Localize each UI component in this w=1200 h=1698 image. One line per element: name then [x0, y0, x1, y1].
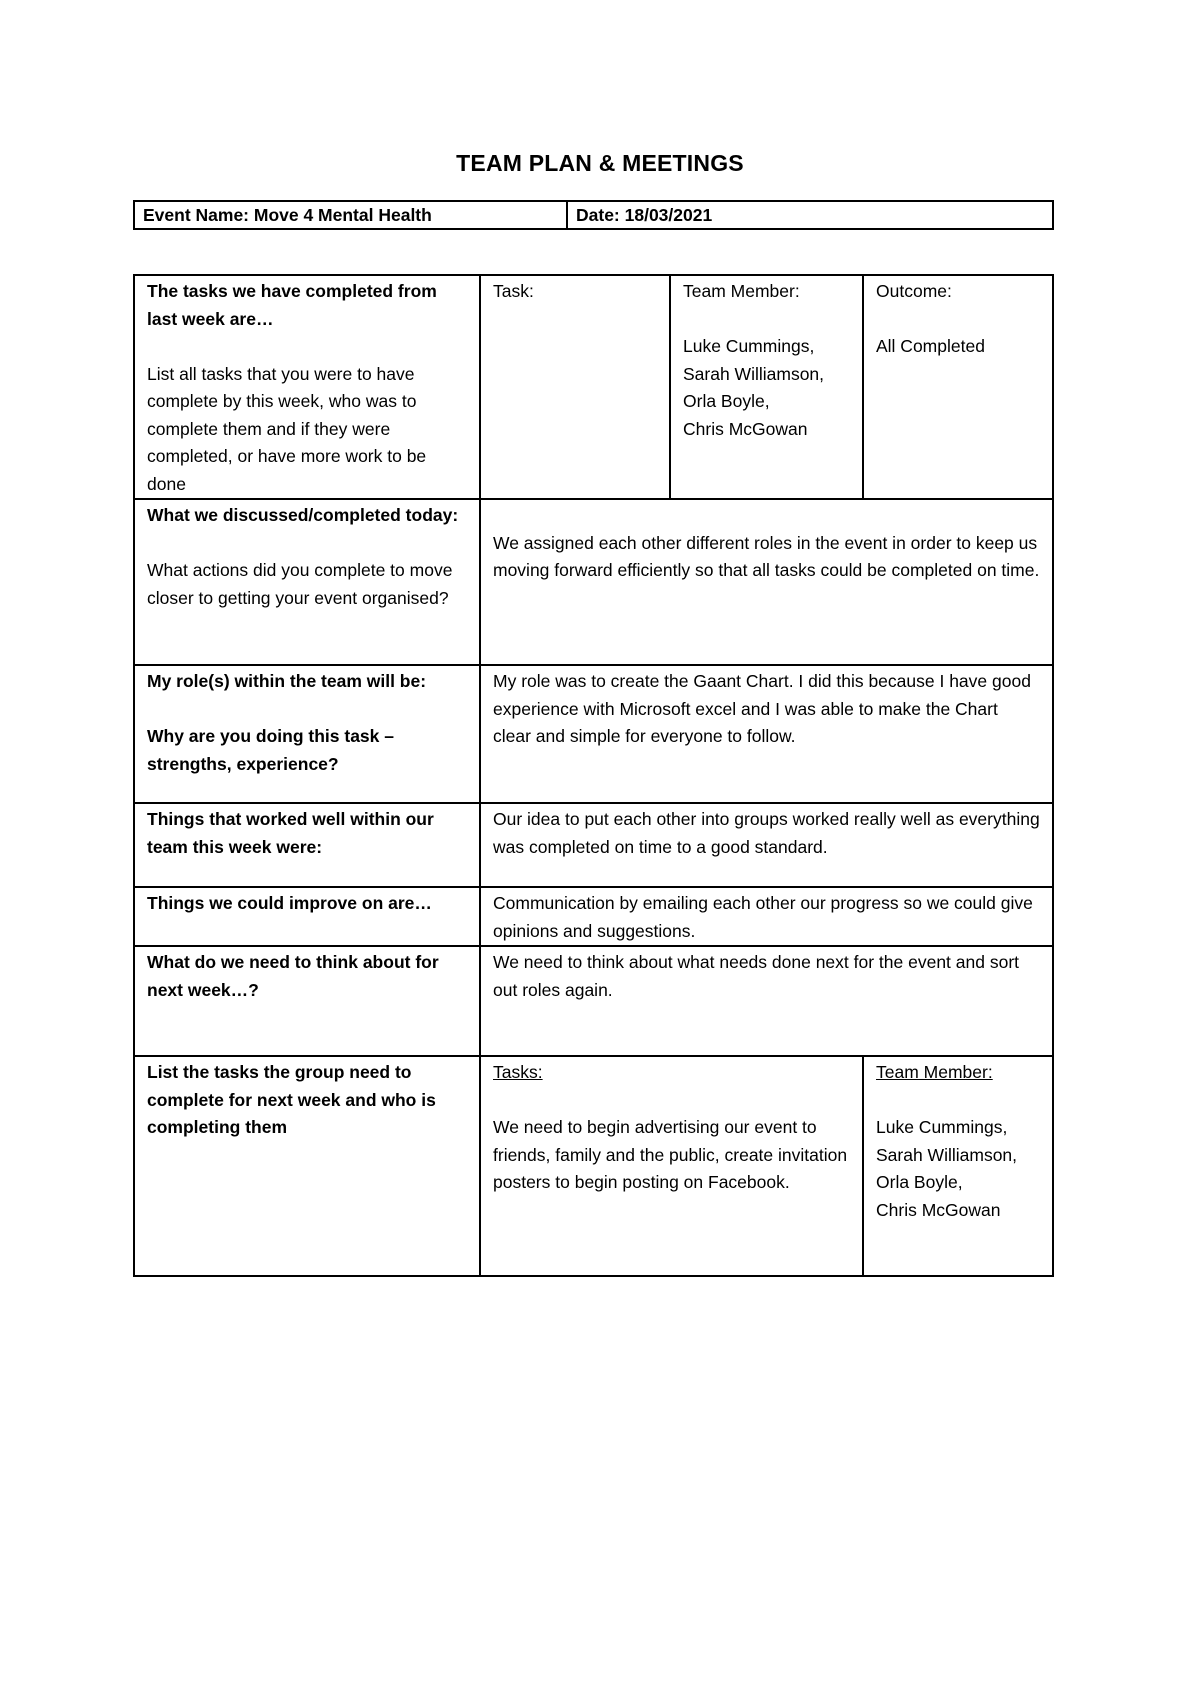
role-prompt-cell	[134, 665, 480, 803]
role-answer: My role was to create the Gaant Chart. I did this because I have good experience with Microsoft excel and I was able to make the Chart clear and simple for everyone to follow.	[493, 671, 1031, 746]
improve-answer: Communication by emailing each other our progress so we could give opinions and suggestions.	[493, 893, 1033, 941]
table-row-role	[134, 665, 1053, 803]
table-row-worked-well	[134, 803, 1053, 887]
discussed-prompt-heading: What we discussed/completed today:	[147, 505, 459, 525]
improve-answer-cell	[480, 887, 1053, 946]
table-row-completed	[134, 275, 1053, 499]
member-name: Sarah Williamson,	[683, 363, 825, 384]
next-week-answer: We need to think about what needs done next for the event and sort out roles again.	[493, 952, 1020, 1000]
member-name: Orla Boyle,	[683, 391, 770, 411]
worked-well-prompt: Things that worked well within our team this week were:	[147, 809, 434, 857]
worked-well-answer-cell	[480, 803, 1053, 887]
tasks-next-prompt-cell	[134, 1056, 480, 1276]
team-plan-table	[133, 274, 1054, 1277]
member-label: Team Member:	[683, 281, 800, 301]
completed-prompt-text: List all tasks that you were to have complete by this week, who was to complete them and if they were completed, or have more work to be done	[147, 363, 427, 494]
tasks-member-label: Team Member:	[876, 1062, 993, 1082]
page-title: TEAM PLAN & MEETINGS	[456, 150, 744, 176]
improve-prompt: Things we could improve on are…	[147, 893, 432, 913]
completed-prompt-cell	[134, 275, 480, 499]
worked-well-answer: Our idea to put each other into groups worked really well as everything was completed on time to a good standard.	[493, 809, 1040, 857]
member-name: Luke Cummings,	[683, 336, 815, 356]
discussed-prompt-text: What actions did you complete to move closer to getting your event organised?	[147, 560, 453, 608]
tasks-next-tasks-cell	[480, 1056, 863, 1276]
next-week-prompt-cell	[134, 946, 480, 1056]
next-week-prompt: What do we need to think about for next week…?	[147, 952, 439, 1000]
event-date: Date: 18/03/2021	[567, 201, 1053, 229]
outcome-label: Outcome:	[876, 281, 952, 301]
table-row-tasks-next	[134, 1056, 1053, 1276]
event-header-table	[133, 200, 1054, 230]
completed-member-cell	[670, 275, 863, 499]
table-row-next-week	[134, 946, 1053, 1056]
completed-outcome-cell	[863, 275, 1053, 499]
table-row-discussed	[134, 499, 1053, 665]
discussed-answer: We assigned each other different roles in the event in order to keep us moving forward efficiently so that all tasks could be completed on time.	[493, 532, 1040, 580]
tasks-next-member-cell	[863, 1056, 1053, 1276]
role-prompt-subheading: Why are you doing this task – strengths, experience?	[147, 726, 394, 774]
tasks-label: Tasks:	[493, 1062, 543, 1082]
discussed-answer-cell	[480, 499, 1053, 665]
member-name: Luke Cummings, Sarah Williamson,	[876, 1117, 1018, 1165]
member-name: Chris McGowan	[683, 418, 808, 439]
completed-prompt-heading: The tasks we have completed from last week are…	[147, 281, 437, 329]
task-label: Task:	[493, 281, 534, 301]
role-prompt-heading: My role(s) within the team will be:	[147, 671, 427, 691]
discussed-prompt-cell	[134, 499, 480, 665]
completed-task-cell	[480, 275, 670, 499]
improve-prompt-cell	[134, 887, 480, 946]
next-week-answer-cell	[480, 946, 1053, 1056]
member-name: Chris McGowan	[876, 1199, 1001, 1220]
tasks-next-prompt: List the tasks the group need to complete for next week and who is completing them	[147, 1062, 436, 1137]
worked-well-prompt-cell	[134, 803, 480, 887]
event-name: Event Name: Move 4 Mental Health	[134, 201, 567, 229]
tasks-text: We need to begin advertising our event to friends, family and the public, create invitation posters to begin posting on Facebook.	[493, 1117, 848, 1192]
outcome-value: All Completed	[876, 336, 985, 356]
role-answer-cell	[480, 665, 1053, 803]
member-name: Orla Boyle,	[876, 1172, 963, 1192]
table-row-improve	[134, 887, 1053, 946]
